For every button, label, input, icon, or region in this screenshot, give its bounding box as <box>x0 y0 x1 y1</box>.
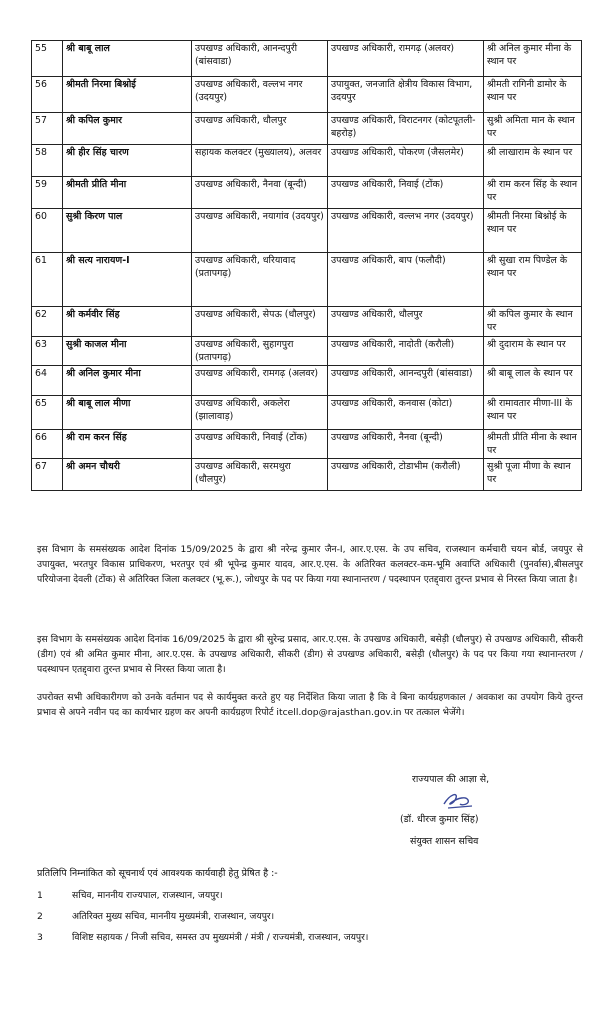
list-item-text: अतिरिक्त मुख्य सचिव, माननीय मुख्यमंत्री, राजस्थान, जयपुर। <box>72 911 275 922</box>
new-posting: उपखण्ड अधिकारी, धौलपुर <box>328 307 484 337</box>
table-row <box>32 145 582 177</box>
serial-number: 63 <box>32 337 63 366</box>
replacement-note: श्री कपिल कुमार के स्थान पर <box>484 307 582 337</box>
current-posting: उपखण्ड अधिकारी, धरियावाद (प्रतापगढ़) <box>192 253 328 307</box>
new-posting: उपखण्ड अधिकारी, विराटनगर (कोटपूतली-बहरोड़) <box>328 113 484 145</box>
serial-number: 64 <box>32 366 63 396</box>
current-posting: उपखण्ड अधिकारी, सेपऊ (धौलपुर) <box>192 307 328 337</box>
new-posting: उपखण्ड अधिकारी, टोडाभीम (करौली) <box>328 459 484 491</box>
serial-number: 58 <box>32 145 63 177</box>
officer-name: श्री राम करन सिंह <box>63 430 192 459</box>
current-posting: उपखण्ड अधिकारी, नैनवा (बून्दी) <box>192 177 328 209</box>
new-posting: उपखण्ड अधिकारी, कनवास (कोटा) <box>328 396 484 430</box>
table-row <box>32 41 582 77</box>
table-row <box>32 177 582 209</box>
list-item <box>37 930 583 951</box>
current-posting: उपखण्ड अधिकारी, नयागांव (उदयपुर) <box>192 209 328 253</box>
officer-name: श्री कर्मवीर सिंह <box>63 307 192 337</box>
new-posting: उपखण्ड अधिकारी, बाप (फलौदी) <box>328 253 484 307</box>
replacement-note: श्री राम करन सिंह के स्थान पर <box>484 177 582 209</box>
officer-name: श्री अनिल कुमार मीना <box>63 366 192 396</box>
officer-name: श्री कपिल कुमार <box>63 113 192 145</box>
table-row <box>32 396 582 430</box>
replacement-note: श्री रामावतार मीणा-III के स्थान पर <box>484 396 582 430</box>
new-posting: उपायुक्त, जनजाति क्षेत्रीय विकास विभाग, उदयपुर <box>328 77 484 113</box>
replacement-note: श्रीमती प्रीति मीना के स्थान पर <box>484 430 582 459</box>
replacement-note: श्री लाखाराम के स्थान पर <box>484 145 582 177</box>
table-row <box>32 77 582 113</box>
copy-to-list <box>37 888 583 951</box>
serial-number: 61 <box>32 253 63 307</box>
serial-number: 65 <box>32 396 63 430</box>
copy-to-heading: प्रतिलिपि निम्नांकित को सूचनार्थ एवं आवश्यक कार्यवाही हेतु प्रेषित है :- <box>37 868 278 879</box>
current-posting: उपखण्ड अधिकारी, आनन्दपुरी (बांसवाडा) <box>192 41 328 77</box>
current-posting: उपखण्ड अधिकारी, धौलपुर <box>192 113 328 145</box>
table-row <box>32 430 582 459</box>
serial-number: 56 <box>32 77 63 113</box>
list-item-number: 3 <box>37 932 43 943</box>
new-posting: उपखण्ड अधिकारी, नैनवा (बून्दी) <box>328 430 484 459</box>
transfer-table <box>31 40 582 491</box>
officer-name: श्री बाबू लाल मीणा <box>63 396 192 430</box>
relieving-instruction-paragraph: उपरोक्त सभी अधिकारीगण को उनके वर्तमान पद से कार्यमुक्त करते हुए यह निर्देशित किया जाता है कि वे बिना कार्यग्रहणकाल / अवकाश का उपयोग किये तुरन्त प्रभाव से अपने नवीन पद का कार्यभार ग्रहण कर अपनी कार्यग्रहण रिपोर्ट itcell.dop@rajasthan.gov.in पर तत्काल भेजेंगे। <box>37 692 583 718</box>
list-item-number: 2 <box>37 911 43 922</box>
table-row <box>32 459 582 491</box>
serial-number: 67 <box>32 459 63 491</box>
new-posting: उपखण्ड अधिकारी, नादोती (करौली) <box>328 337 484 366</box>
replacement-note: श्रीमती रागिनी डामोर के स्थान पर <box>484 77 582 113</box>
list-item-number: 1 <box>37 890 43 901</box>
signer-designation: संयुक्त शासन सचिव <box>410 836 479 847</box>
table-row <box>32 366 582 396</box>
signature-scribble <box>438 788 478 812</box>
serial-number: 60 <box>32 209 63 253</box>
current-posting: उपखण्ड अधिकारी, वल्लभ नगर (उदयपुर) <box>192 77 328 113</box>
table-row <box>32 337 582 366</box>
table-row <box>32 113 582 145</box>
new-posting: उपखण्ड अधिकारी, वल्लभ नगर (उदयपुर) <box>328 209 484 253</box>
officer-name: श्री सत्य नारायण-I <box>63 253 192 307</box>
serial-number: 66 <box>32 430 63 459</box>
replacement-note: श्रीमती निरमा बिश्नोई के स्थान पर <box>484 209 582 253</box>
new-posting: उपखण्ड अधिकारी, रामगढ़ (अलवर) <box>328 41 484 77</box>
officer-name: सुश्री किरण पाल <box>63 209 192 253</box>
new-posting: उपखण्ड अधिकारी, आनन्दपुरी (बांसवाडा) <box>328 366 484 396</box>
list-item-text: विशिष्ट सहायक / निजी सचिव, समस्त उप मुख्यमंत्री / मंत्री / राज्यमंत्री, राजस्थान, जयपुर। <box>72 932 369 943</box>
cancellation-order-paragraph-1: इस विभाग के समसंख्यक आदेश दिनांक 15/09/2025 के द्वारा श्री नरेन्द्र कुमार जैन-I, आर.ए.एस. के उप सचिव, राजस्थान कर्मचारी चयन बोर्ड, जयपुर से उपायुक्त, भरतपुर विकास प्राधिकरण, भरतपुर एवं श्री भूपेन्द्र कुमार यादव, आर.ए.एस. के अतिरिक्त कलक्टर-कम-भूमि अवाप्ति अधिकारी (पुनर्वास),बीसलपुर परियोजना देवली (टोंक) से अतिरिक्त जिला कलक्टर (भू.रू.), जोधपुर के पद पर किया गया स्थानान्तरण / पदस्थापन एतद्द्वारा तुरन्त प्रभाव से निरस्त किया जाता है। <box>37 544 583 585</box>
replacement-note: श्री सुखा राम पिण्डेल के स्थान पर <box>484 253 582 307</box>
replacement-note: श्री बाबू लाल के स्थान पर <box>484 366 582 396</box>
cancellation-order-paragraph-2: इस विभाग के समसंख्यक आदेश दिनांक 16/09/2025 के द्वारा श्री सुरेन्द्र प्रसाद, आर.ए.एस. के उपखण्ड अधिकारी, बसेड़ी (धौलपुर) से उपखण्ड अधिकारी, सीकरी (डीग) एवं श्री अमित कुमार मीना, आर.ए.एस. के उपखण्ड अधिकारी, सीकरी (डीग) से उपखण्ड अधिकारी, बसेड़ी (धौलपुर) के पद पर किया गया स्थानान्तरण / पदस्थापन एतद्द्वारा तुरन्त प्रभाव से निरस्त किया जाता है। <box>37 634 583 675</box>
table-row <box>32 253 582 307</box>
current-posting: सहायक कलक्टर (मुख्यालय), अलवर <box>192 145 328 177</box>
serial-number: 59 <box>32 177 63 209</box>
current-posting: उपखण्ड अधिकारी, सरमथुरा (धौलपुर) <box>192 459 328 491</box>
governor-order-line: राज्यपाल की आज्ञा से, <box>412 774 490 785</box>
current-posting: उपखण्ड अधिकारी, सुहागपुरा (प्रतापगढ़) <box>192 337 328 366</box>
current-posting: उपखण्ड अधिकारी, अकलेरा (झालावाड़) <box>192 396 328 430</box>
officer-name: श्रीमती निरमा बिश्नोई <box>63 77 192 113</box>
serial-number: 55 <box>32 41 63 77</box>
serial-number: 57 <box>32 113 63 145</box>
officer-name: श्री बाबू लाल <box>63 41 192 77</box>
replacement-note: सुश्री अमिता मान के स्थान पर <box>484 113 582 145</box>
current-posting: उपखण्ड अधिकारी, रामगढ़ (अलवर) <box>192 366 328 396</box>
serial-number: 62 <box>32 307 63 337</box>
current-posting: उपखण्ड अधिकारी, निवाई (टोंक) <box>192 430 328 459</box>
signer-name: (डॉ. धीरज कुमार सिंह) <box>400 814 479 825</box>
replacement-note: श्री दुदाराम के स्थान पर <box>484 337 582 366</box>
replacement-note: श्री अनिल कुमार मीना के स्थान पर <box>484 41 582 77</box>
officer-name: श्रीमती प्रीति मीना <box>63 177 192 209</box>
list-item <box>37 888 583 909</box>
new-posting: उपखण्ड अधिकारी, पोकरण (जैसलमेर) <box>328 145 484 177</box>
officer-name: श्री हीर सिंह चारण <box>63 145 192 177</box>
list-item <box>37 909 583 930</box>
table-row <box>32 307 582 337</box>
new-posting: उपखण्ड अधिकारी, निवाई (टोंक) <box>328 177 484 209</box>
officer-name: सुश्री काजल मीना <box>63 337 192 366</box>
officer-name: श्री अमन चौधरी <box>63 459 192 491</box>
list-item-text: सचिव, माननीय राज्यपाल, राजस्थान, जयपुर। <box>72 890 223 901</box>
table-row <box>32 209 582 253</box>
replacement-note: सुश्री पूजा मीणा के स्थान पर <box>484 459 582 491</box>
